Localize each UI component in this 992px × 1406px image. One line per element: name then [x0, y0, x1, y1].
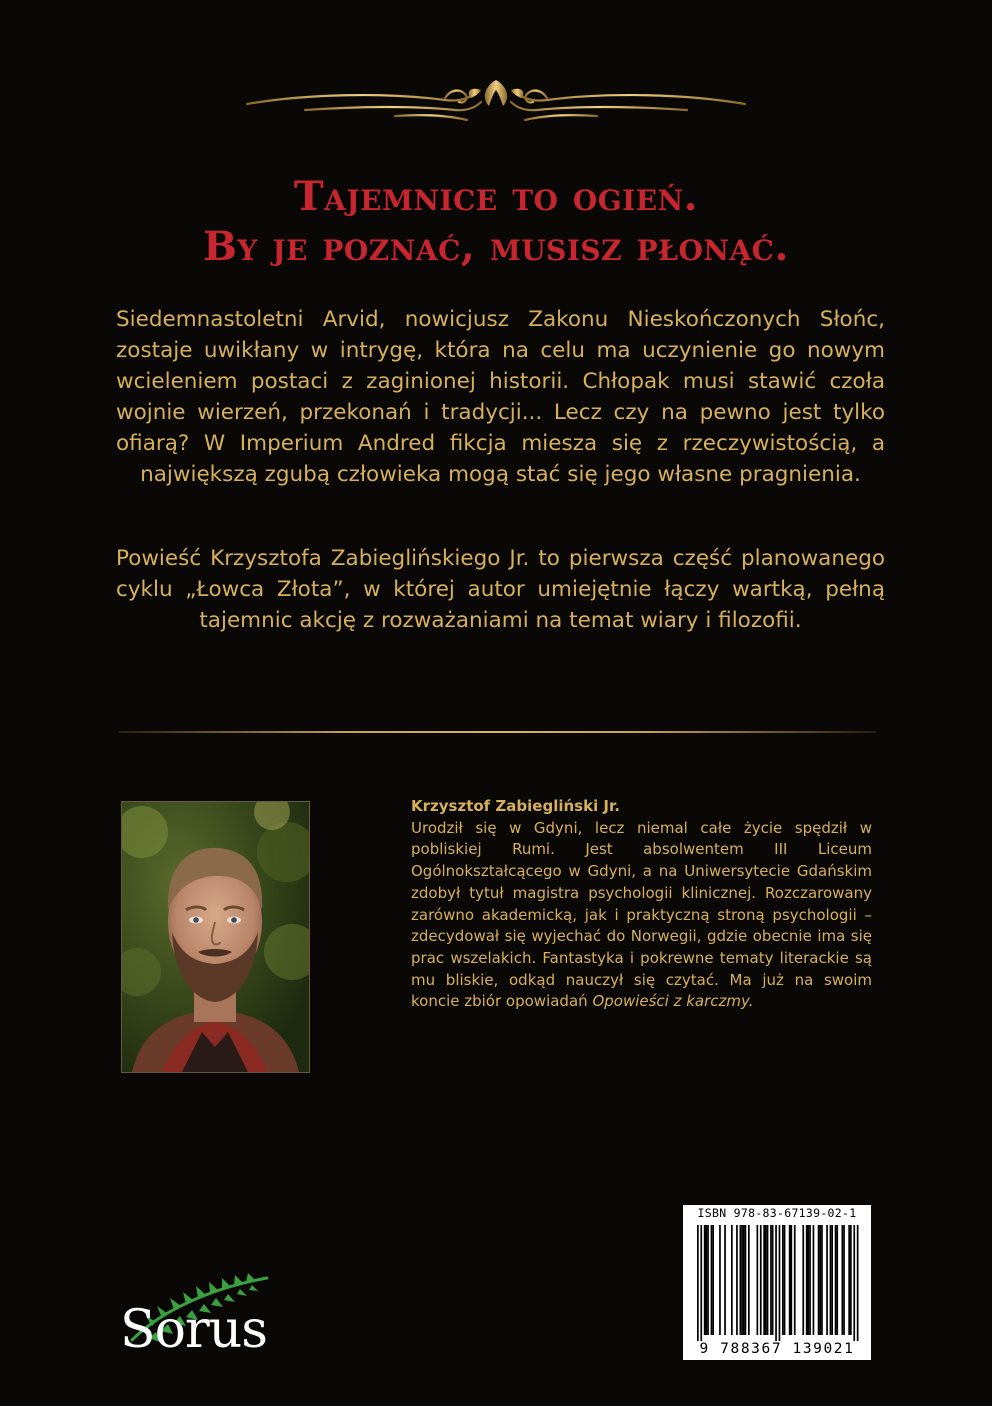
barcode-bar	[802, 1225, 804, 1335]
barcode-bar	[836, 1225, 838, 1335]
barcode-bar	[765, 1225, 767, 1335]
author-bio-text: Urodził się w Gdyni, lecz niemal całe życie spędził w pobliskiej Rumi. Jest absolwentem III Liceum Ogólnokształcącego w Gdyni, a na Uniwersytecie Gdańskim zdobył tytuł magistra psychologii klinicznej. Rozczarowany zarówno akademicką, jak i praktyczną stroną psychologii – zdecydował się wyjechać do Norwegii, gdzie obecnie ima się prac wszelakich. Fantastyka i pokrewne tematy literackie są mu bliskie, odkąd nauczył się czytać. Ma już na swoim koncie zbiór opowiadań	[411, 818, 872, 1011]
barcode-bar	[808, 1225, 810, 1335]
barcode-bar	[775, 1225, 777, 1341]
publisher-logo-text: Sorus	[120, 1300, 267, 1360]
barcode-bar	[743, 1225, 745, 1335]
barcode-bar	[706, 1225, 708, 1335]
barcode-bar	[850, 1225, 852, 1335]
barcode-bar	[848, 1225, 850, 1335]
barcode-bar	[707, 1225, 709, 1335]
barcode-bar	[745, 1225, 747, 1335]
barcode-bar	[700, 1225, 702, 1341]
barcode-bars	[683, 1225, 871, 1341]
barcode-bar	[819, 1225, 821, 1335]
barcode-bar	[763, 1225, 765, 1335]
author-book-title: Opowieści z karczmy.	[592, 992, 754, 1011]
barcode-bar	[760, 1225, 762, 1335]
barcode-bar	[806, 1225, 808, 1335]
barcode-bar	[731, 1225, 733, 1335]
barcode-bar	[813, 1225, 815, 1335]
barcode-bar	[711, 1225, 713, 1335]
blurb-paragraph-1: Siedemnastoletni Arvid, nowicjusz Zakonu Nieskończonych Słońc, zostaje uwikłany w intrygę, która na celu ma uczynienie go nowym wcieleniem postaci z zaginionej historii. Chłopak musi stawić czoła wojnie wierzeń, przekonań i tradycji... Lecz czy na pewno jest tylko ofiarą? W Imperium Andred fikcja miesza się z rzeczywistością, a największą zgubą człowieka mogą stać się jego własne pragnienia.	[116, 307, 885, 487]
barcode-bar	[697, 1225, 699, 1341]
barcode-bar	[736, 1225, 738, 1335]
barcode-bar	[831, 1225, 833, 1335]
gold-divider	[118, 731, 876, 733]
barcode-bar	[857, 1225, 859, 1341]
barcode-bar	[835, 1225, 837, 1335]
ornament-flourish	[245, 76, 747, 122]
barcode-bar	[712, 1225, 714, 1335]
tagline-line-2: By je poznać, musisz płonąć.	[203, 223, 789, 270]
barcode-bar	[809, 1225, 811, 1335]
blurb-paragraph-2: Powieść Krzysztofa Zabieglińskiego Jr. to pierwsza część planowanego cyklu „Łowca Złota”, w której autor umiejętnie łączy wartką, pełną tajemnic akcję z rozważaniami na temat wiary i filozofii.	[116, 546, 885, 633]
barcode-bar	[789, 1225, 791, 1335]
barcode-bar	[826, 1225, 828, 1335]
barcode-bar	[830, 1225, 832, 1335]
barcode-bar	[818, 1225, 820, 1335]
barcode-bar	[770, 1225, 772, 1335]
barcode-bar	[821, 1225, 823, 1335]
tagline	[100, 172, 892, 272]
barcode-bar	[853, 1225, 855, 1341]
author-photo	[121, 801, 310, 1073]
barcode-bar	[741, 1225, 743, 1335]
barcode-bar	[791, 1225, 793, 1335]
barcode-bar	[757, 1225, 759, 1335]
author-name: Krzysztof Zabiegliński Jr.	[411, 797, 620, 815]
isbn-barcode	[683, 1205, 871, 1360]
barcode-bar	[719, 1225, 721, 1335]
author-bio	[411, 818, 872, 1013]
barcode-bar	[772, 1225, 774, 1335]
barcode-bar	[782, 1225, 784, 1335]
tagline-line-1: Tajemnice to ogień.	[293, 173, 699, 220]
barcode-bar	[748, 1225, 750, 1335]
barcode-bar	[784, 1225, 786, 1335]
barcode-bar	[779, 1225, 781, 1341]
isbn-label: ISBN 978-83-67139-02-1	[697, 1206, 857, 1220]
barcode-bar	[842, 1225, 844, 1335]
barcode-bar	[704, 1225, 706, 1335]
barcode-bar	[843, 1225, 845, 1335]
barcode-bar	[767, 1225, 769, 1335]
barcode-digits: 9 788367 139021	[699, 1341, 855, 1357]
barcode-bar	[724, 1225, 726, 1335]
author-bio-block	[411, 796, 872, 1013]
barcode-bar	[740, 1225, 742, 1335]
barcode-bar	[794, 1225, 796, 1335]
